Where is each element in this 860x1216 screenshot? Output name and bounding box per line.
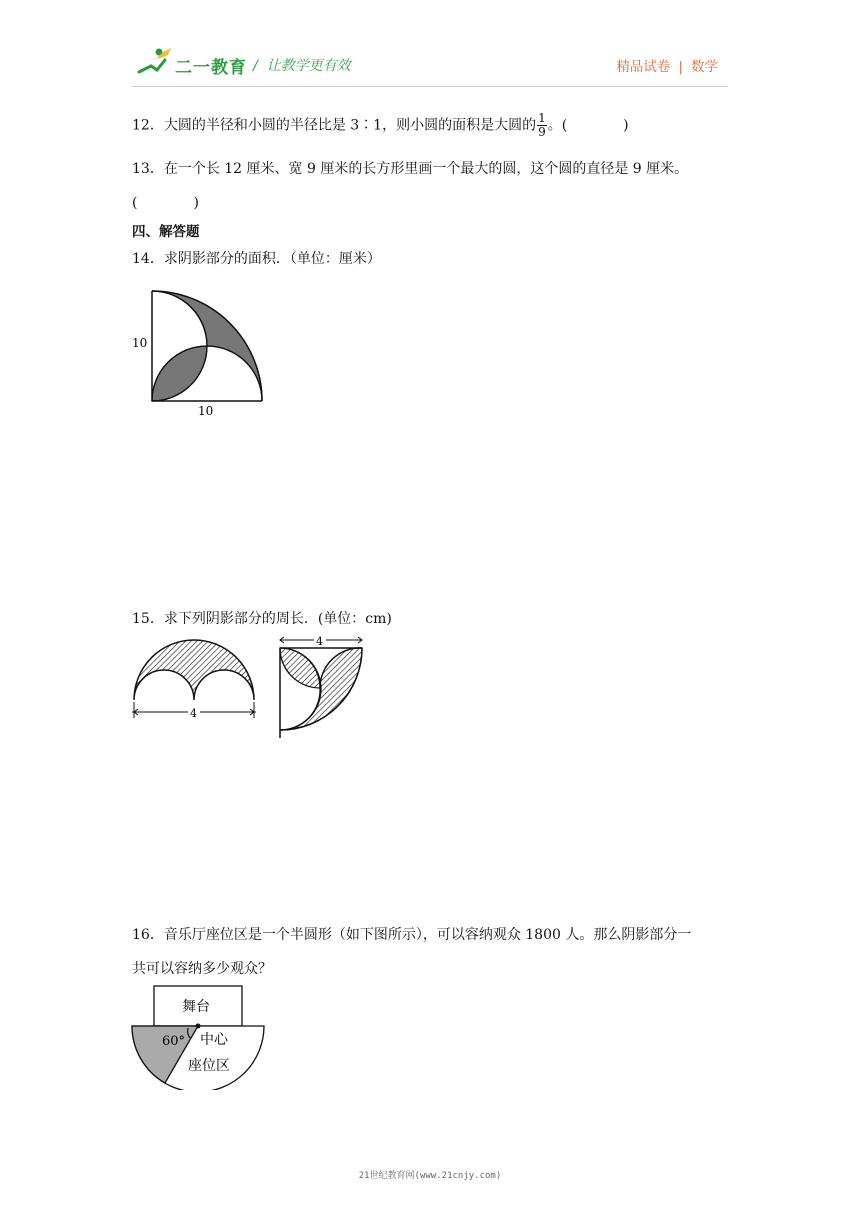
left-length-label: 4 (190, 707, 197, 720)
shaded-region (152, 346, 207, 401)
question-12-answer-blank: 。( ) (547, 117, 629, 134)
header-tag: 精品试卷 (616, 59, 671, 75)
stage-label: 舞台 (182, 999, 210, 1015)
question-15-figures (128, 636, 373, 744)
center-point (196, 1024, 201, 1029)
slogan: / 让教学更有效 (253, 58, 351, 74)
brand-name: 二一教育 (175, 58, 247, 78)
section-heading: 四、解答题 (132, 224, 200, 240)
fraction: $\frac{1}{9}$ (538, 111, 546, 139)
side-length-label: 10 (132, 336, 148, 350)
footer: 21世纪教育网(www.21cnjy.com) (358, 1171, 502, 1181)
question-12 (132, 112, 629, 139)
question-13-answer-blank: ( ) (132, 195, 199, 211)
question-16-line-2: 共可以容纳多少观众？ (132, 961, 272, 977)
question-12-text: 12．大圆的半径和小圆的半径比是 3∶1，则小圆的面积是大圆的 (132, 117, 537, 134)
center-label: 中心 (200, 1032, 228, 1048)
question-13: 13．在一个长 12 厘米、宽 9 厘米的长方形里画一个最大的圆，这个圆的直径是 9 厘米。 (132, 161, 689, 177)
header-separator: | (678, 59, 683, 75)
question-14: 14．求阴影部分的面积．（单位：厘米） (132, 251, 381, 267)
shaded-region (134, 640, 254, 700)
shaded-region (280, 648, 320, 688)
right-length-label: 4 (316, 636, 323, 648)
question-16-line-1: 16．音乐厅座位区是一个半圆形（如下图所示），可以容纳观众 1800 人。那么阴影部分一 (132, 927, 692, 943)
question-15: 15．求下列阴影部分的周长．(单位：cm) (132, 611, 392, 627)
header-tags (616, 55, 718, 75)
header-divider (132, 86, 728, 87)
header-subject: 数学 (691, 59, 718, 75)
runner-logo-icon (135, 46, 175, 78)
question-16-figure (126, 980, 271, 1090)
seats-label: 座位区 (188, 1058, 230, 1074)
question-14-figure (126, 283, 276, 423)
header-logo (135, 44, 365, 84)
angle-label: 60° (162, 1034, 186, 1049)
bottom-length-label: 10 (198, 404, 214, 418)
